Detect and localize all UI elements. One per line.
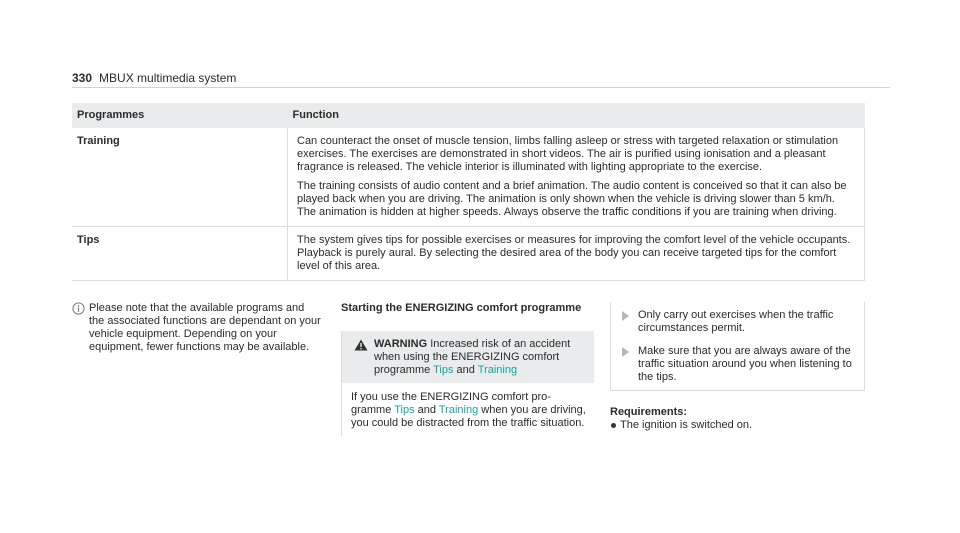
warning-body: If you use the ENERGIZING comfort programme Tips and Training when you are driving, you could be distracted from the traffic situation. [351, 391, 586, 429]
tips-link: Tips [433, 364, 454, 376]
warning-header [342, 331, 594, 383]
warning-text: WARNING Increased risk of an accident when using the ENERGIZING comfort programme Tips and Training [374, 338, 571, 376]
table-cell-function [288, 227, 865, 281]
warning-box [341, 331, 594, 436]
table-row [72, 128, 865, 227]
function-paragraph: Can counteract the onset of muscle tension, limbs falling asleep or stress with targeted relaxation or stimulation exercises. The exercises are demonstrated in short videos. The air is purified using ionisation and a pleasant fragrance is released. The vehicle interior is illuminated with lighting appropriate to the exercise. [297, 135, 839, 173]
header-divider [72, 87, 890, 88]
table-cell-programme: Training [72, 128, 288, 227]
bullet-icon [611, 423, 616, 428]
table-row [72, 227, 865, 281]
warning-label: WARNING [374, 338, 428, 350]
requirements [610, 406, 865, 432]
tips-link: Tips [394, 404, 415, 416]
warning-triangle-icon [354, 339, 368, 351]
info-icon [72, 302, 85, 315]
info-note [72, 302, 322, 354]
requirements-title: Requirements: [610, 406, 688, 418]
table-cell-programme: Tips [72, 227, 288, 281]
arrow-right-icon [622, 311, 629, 321]
arrow-right-icon [622, 347, 629, 357]
function-paragraph: The training consists of audio content and a brief animation. The audio content is conceived so that it can also be played back when you are driving. The animation is only shown when the vehicle is driving slower than 5 km/h. The animation is hidden at higher speeds. Always observe the traffic conditions if you are training when driving. [297, 180, 847, 218]
step-item: Only carry out exercises when the traffic circumstances permit. [621, 309, 856, 335]
page-header [72, 71, 236, 85]
programmes-table [72, 103, 865, 281]
starting-section [341, 302, 594, 436]
table-header-row [72, 103, 865, 128]
steps-column [610, 302, 865, 432]
training-link: Training [477, 364, 518, 376]
page-number: 330 [72, 71, 93, 85]
training-link: Training [438, 404, 479, 416]
requirement-item: The ignition is switched on. [610, 419, 865, 432]
steps-box [610, 302, 865, 391]
table-cell-function [288, 128, 865, 227]
info-note-text: Please note that the available programs and the associated functions are dependant on your vehicle equipment. Depending on your equipment, fewer functions may be available. [89, 302, 321, 353]
table-header-function: Function [288, 103, 865, 128]
function-paragraph: The system gives tips for possible exercises or measures for improving the comfort level of the vehicle occupants. Playback is purely aural. By selecting the desired area of the body you can receive targeted tips for the comfort level of this area. [297, 234, 851, 272]
section-title: Starting the ENERGIZING comfort programme [341, 302, 582, 314]
page-header-title: MBUX multimedia system [99, 71, 237, 85]
step-item: Make sure that you are always aware of the traffic situation around you when listening to the tips. [621, 345, 856, 384]
table-header-programmes: Programmes [72, 103, 288, 128]
